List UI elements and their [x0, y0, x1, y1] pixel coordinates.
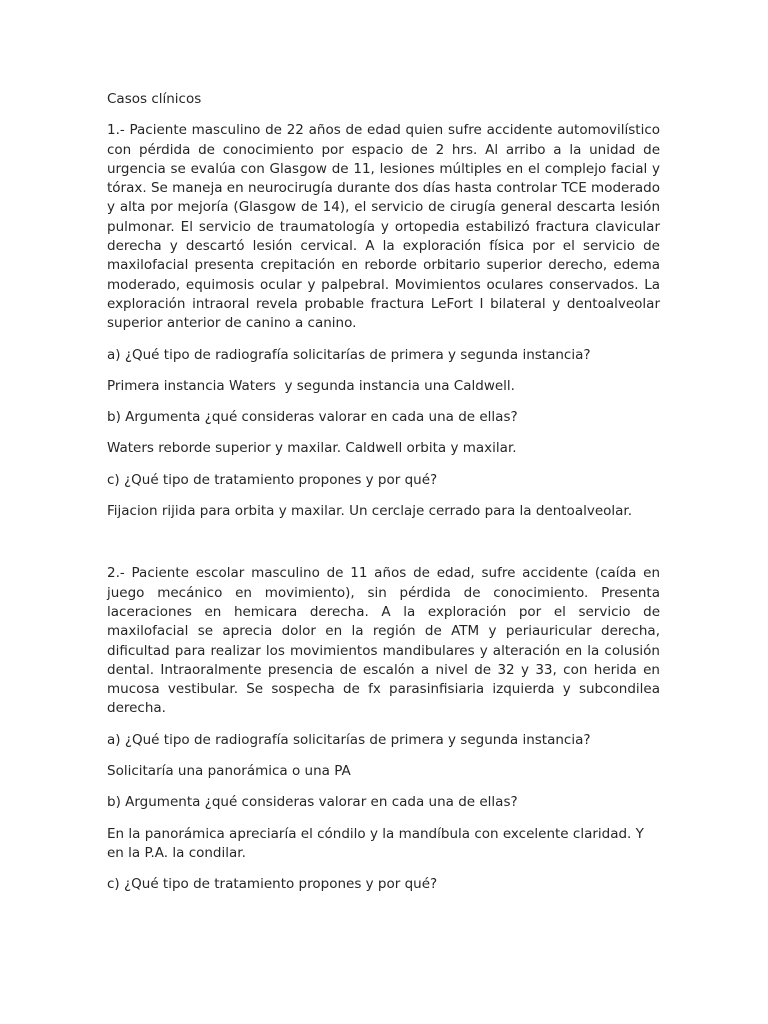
case-2-text: 2.- Paciente escolar masculino de 11 años de edad, sufre accidente (caída en juego mecánico en movimiento), sin pérdida de conocimiento. Presenta laceraciones en hemicara derecha. A la exploración por el servicio de maxilofacial se aprecia dolor en la región de ATM y periauricular derecha, dificultad para realizar los movimientos mandibulares y alteración en la colusión dental. Intraoralmente presencia de escalón a nivel de 32 y 33, con herida en mucosa vestibular. Se sospecha de fx parasinfisiaria izquierda y subcondilea derecha.	[107, 565, 660, 717]
case-1-question-c: c) ¿Qué tipo de tratamiento propones y por qué?	[107, 471, 438, 488]
case-1-text: 1.- Paciente masculino de 22 años de edad quien sufre accidente automovilístico con pérdida de conocimiento por espacio de 2 hrs. Al arribo a la unidad de urgencia se evalúa con Glasgow de 11, lesiones múltiples en el complejo facial y tórax. Se maneja en neurocirugía durante dos días hasta controlar TCE moderado y alta por mejoría (Glasgow de 14), el servicio de cirugía general descarta lesión pulmonar. El servicio de traumatología y ortopedia estabilizó fractura clavicular derecha y descartó lesión cervical. A la exploración física por el servicio de maxilofacial presenta crepitación en reborde orbitario superior derecho, edema moderado, equimosis ocular y palpebral. Movimientos oculares conservados. La exploración intraoral revela probable fractura LeFort I bilateral y dentoalveolar superior anterior de canino a canino.	[107, 122, 660, 332]
case-1-question-b: b) Argumenta ¿qué consideras valorar en cada una de ellas?	[107, 409, 518, 426]
case-2-answer-b: En la panorámica apreciaría el cóndilo y la mandíbula con excelente claridad. Y en la P.A. la condilar.	[107, 825, 649, 861]
case-2-question-c: c) ¿Qué tipo de tratamiento propones y por qué?	[107, 876, 438, 893]
case-1-question-a: a) ¿Qué tipo de radiografía solicitarías de primera y segunda instancia?	[107, 346, 591, 363]
document-title: Casos clínicos	[107, 91, 202, 107]
case-2-question-a: a) ¿Qué tipo de radiografía solicitarías de primera y segunda instancia?	[107, 731, 591, 748]
case-1-answer-c: Fijacion rijida para orbita y maxilar. Un cerclaje cerrado para la dentoalveolar.	[107, 503, 633, 520]
case-1-answer-a: Primera instancia Waters y segunda instancia una Caldwell.	[107, 377, 515, 394]
case-1-answer-b: Waters reborde superior y maxilar. Caldwell orbita y maxilar.	[107, 440, 517, 457]
case-separator	[107, 533, 660, 564]
document-page	[107, 90, 660, 907]
case-2-answer-a: Solicitaría una panorámica o una PA	[107, 763, 351, 780]
case-2-question-b: b) Argumenta ¿qué consideras valorar en cada una de ellas?	[107, 794, 518, 811]
